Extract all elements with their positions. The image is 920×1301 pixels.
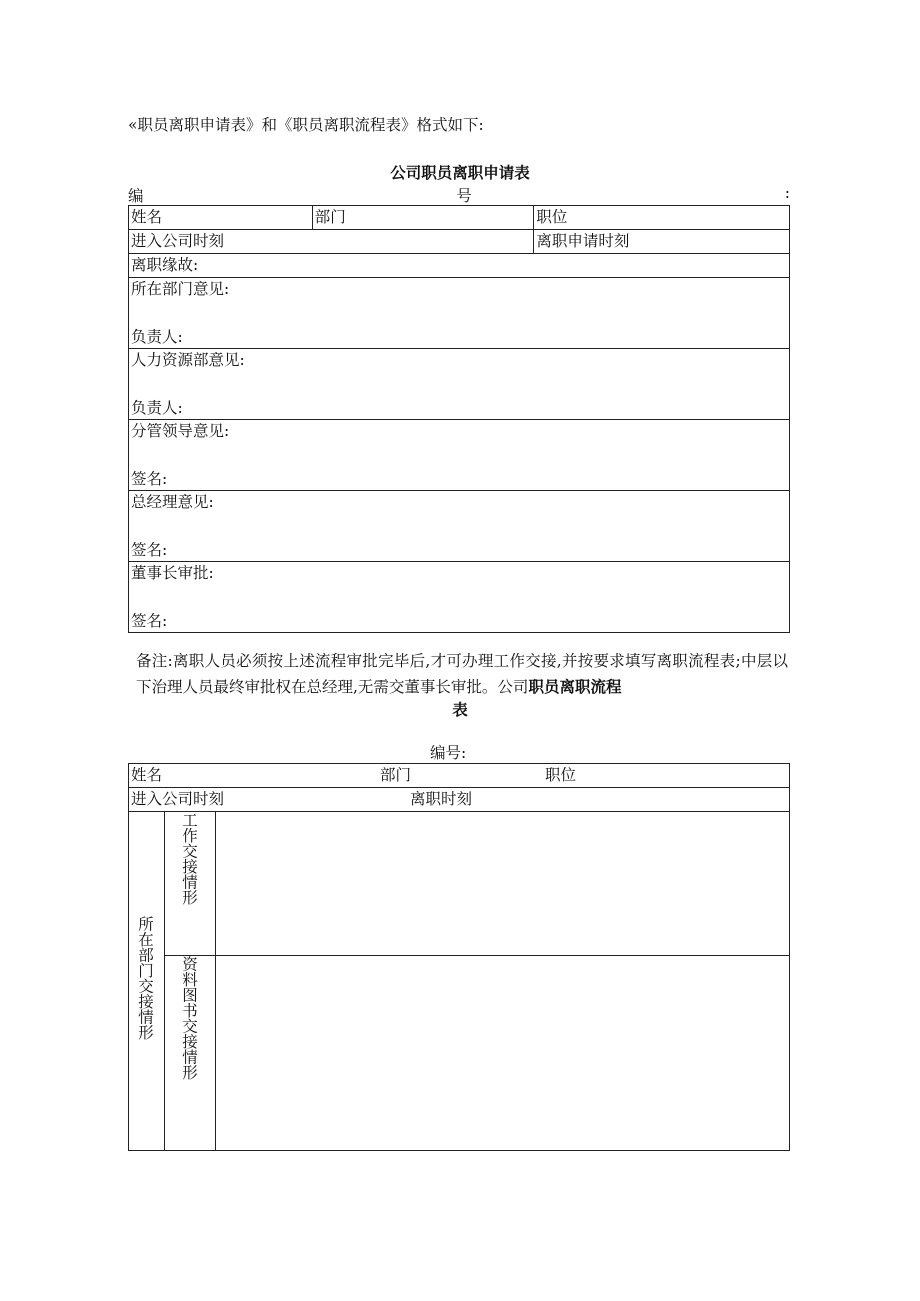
number-colon: : [784,184,790,202]
number-label-part2: 号 [456,187,472,205]
hr-opinion-label: 人力资源部意见: [131,351,245,369]
dept-opinion-label: 所在部门意见: [131,280,230,298]
leave-time-label: 离职时刻 [410,790,473,808]
table-row [129,788,790,812]
table-row [129,420,790,491]
join-time-cell[interactable]: 进入公司时刻 [129,230,534,254]
table-row [129,491,790,562]
leave-process-table [128,763,790,1151]
chairman-signer-label: 签名: [131,612,168,630]
work-handover-label: 工作交接情形 [179,812,198,905]
position-label: 职位 [545,766,577,784]
table-row [129,562,790,633]
leader-signer-label: 签名: [131,470,168,488]
hr-signer-label: 负责人: [131,399,183,417]
position-cell[interactable]: 职位 [534,206,790,230]
application-form-table [128,205,790,633]
work-handover-input-cell[interactable] [215,812,789,956]
leader-opinion-label: 分管领导意见: [131,422,230,440]
table-row [129,206,790,230]
name-cell[interactable]: 姓名 [129,206,313,230]
note-bold-tail: 职员离职流程 [528,678,622,696]
join-time-label: 进入公司时刻 [131,790,225,808]
department-cell[interactable]: 部门 [312,206,534,230]
table-row [129,349,790,420]
application-form-title: 公司职员离职申请表 [390,164,530,182]
number-label-part1: 编 [128,187,144,205]
table-row [129,956,790,1151]
leader-opinion-cell[interactable] [129,420,790,491]
table-row [129,230,790,254]
table-row [129,812,790,956]
dept-opinion-cell[interactable] [129,278,790,349]
table-row [129,764,790,788]
note-paragraph [136,648,788,700]
hr-opinion-cell[interactable] [129,349,790,420]
dept-signer-label: 负责人: [131,328,183,346]
reason-cell[interactable]: 离职缘故: [129,254,790,278]
gm-signer-label: 签名: [131,541,168,559]
name-dept-position-cell[interactable] [129,764,790,788]
gm-opinion-label: 总经理意见: [131,493,214,511]
material-handover-input-cell[interactable] [215,956,789,1151]
leave-process-form-title: 表 [452,701,468,719]
apply-time-cell[interactable]: 离职申请时刻 [534,230,790,254]
table-row [129,254,790,278]
material-handover-label: 资料图书交接情形 [179,956,198,1080]
dept-handover-label: 所在部门交接情形 [136,916,154,1040]
work-handover-label-cell [164,812,215,956]
name-label: 姓名 [131,766,163,784]
table-row [129,278,790,349]
join-leave-time-cell[interactable] [129,788,790,812]
material-handover-label-cell [164,956,215,1151]
application-form-number-row [128,184,790,206]
intro-text: «职员离职申请表》和《职员离职流程表》格式如下: [128,116,484,134]
note-text: 备注:离职人员必须按上述流程审批完毕后,才可办理工作交接,并按要求填写离职流程表;中层以下治理人员最终审批权在总经理,无需交董事长审批。公司 [136,652,788,696]
chairman-opinion-label: 董事长审批: [131,564,214,582]
dept-handover-cell [129,812,165,1151]
process-form-number: 编号: [430,744,467,762]
gm-opinion-cell[interactable] [129,491,790,562]
chairman-opinion-cell[interactable] [129,562,790,633]
department-label: 部门 [380,766,412,784]
